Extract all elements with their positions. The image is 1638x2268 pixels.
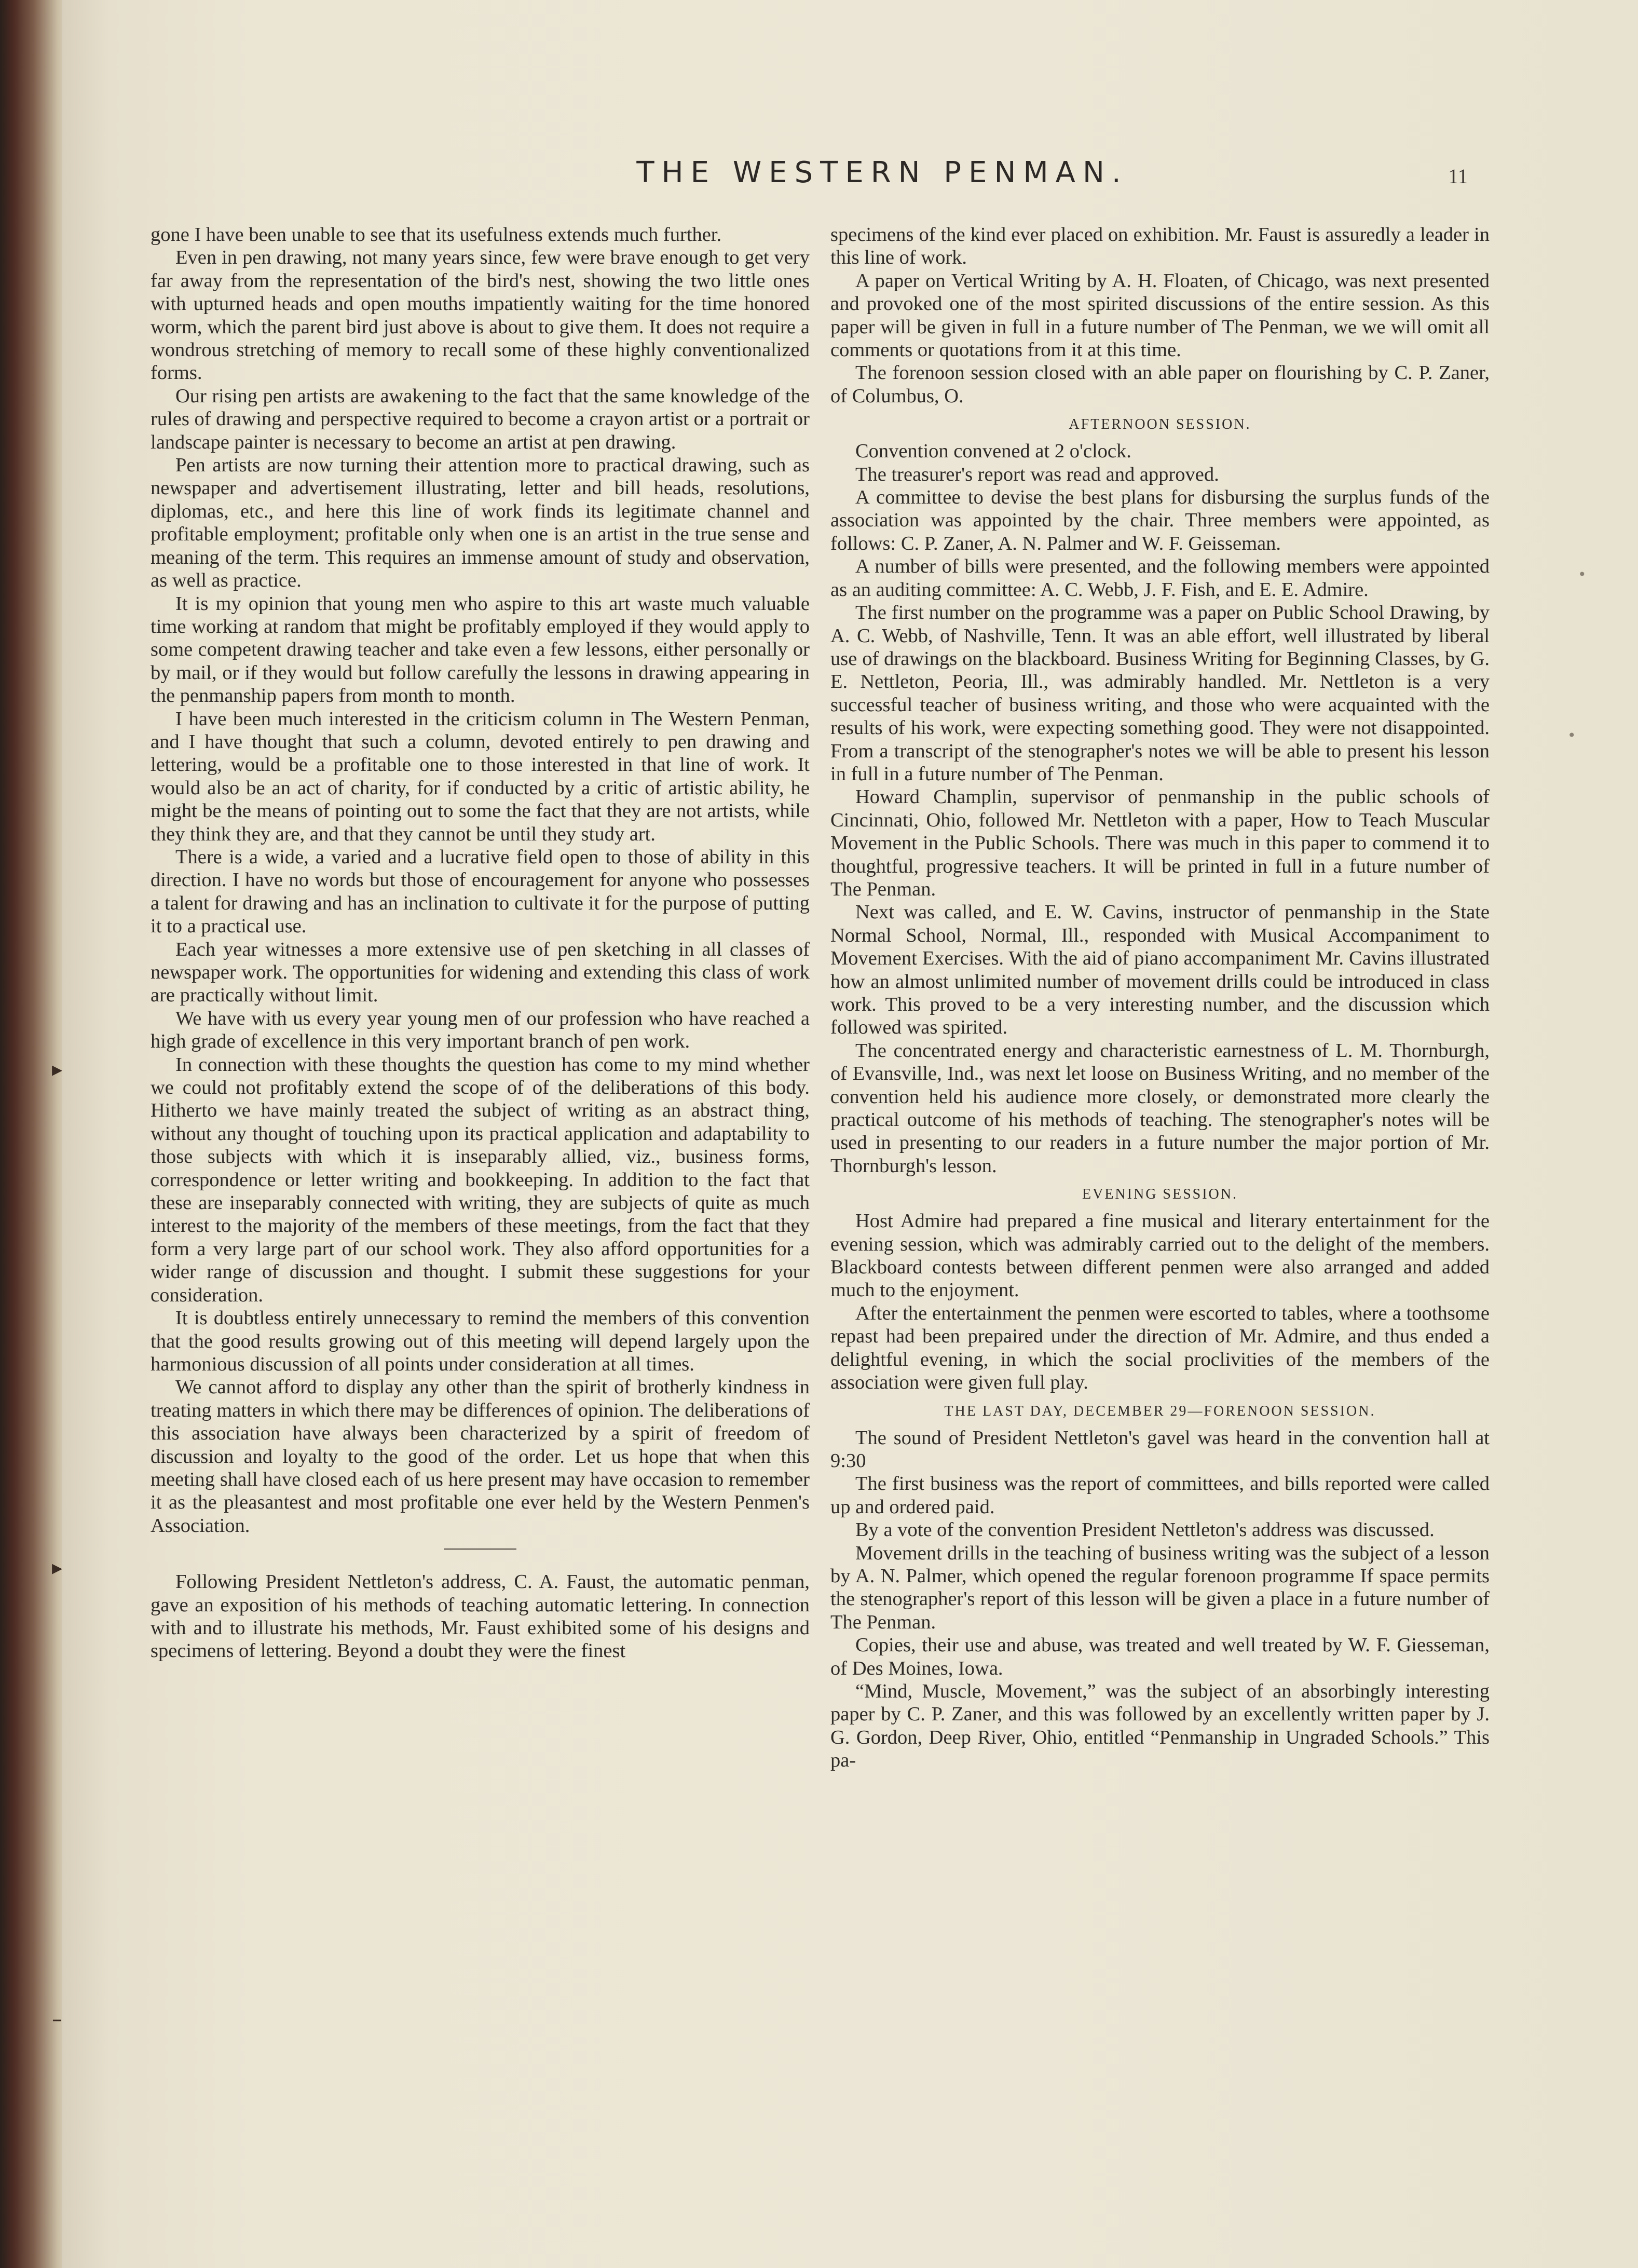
- paragraph: After the entertainment the penmen were escorted to tables, where a toothsome repast had been prepaired under the direction of Mr. Admire, and thus ended a delightful evening, in which the social proclivities of the members of the association were given full play.: [830, 1302, 1490, 1394]
- paragraph: specimens of the kind ever placed on exhibition. Mr. Faust is assuredly a leader in this line of work.: [830, 224, 1490, 269]
- left-column: [151, 223, 810, 2102]
- paragraph: The first number on the programme was a paper on Public School Drawing, by A. C. Webb, of Nashville, Tenn. It was an able effort, well illustrated by liberal use of drawings on the blackboard. Business Writing for Beginning Classes, by G. E. Nettleton, Peoria, Ill., was admirably handled. Mr. Nettleton is a very successful teacher of business writing, and those who were acquainted with the results of his work, were expecting something good. They were not disappointed. From a transcript of the stenographer's notes we will be able to present his lesson in full in a future number of The Penman.: [830, 602, 1490, 785]
- paragraph: Howard Champlin, supervisor of penmanship in the public schools of Cincinnati, Ohio, followed Mr. Nettleton with a paper, How to Teach Muscular Movement in the Public Schools. There was much in this paper to commend it to thoughtful, progressive teachers. It will be printed in full in a future number of The Penman.: [830, 786, 1490, 900]
- paragraph: We have with us every year young men of our profession who have reached a high grade of excellence in this very important branch of pen work.: [151, 1007, 810, 1053]
- paragraph: Convention convened at 2 o'clock.: [855, 440, 1131, 463]
- paragraph: The concentrated energy and characteristic earnestness of L. M. Thornburgh, of Evansville, Ind., was next let loose on Business Writing, and no member of the convention held his audience more closely, or demonstrated more clearly the practical outcome of his methods of teaching. The stenographer's notes will be used in presenting to our readers in a future number the major portion of Mr. Thornburgh's lesson.: [830, 1039, 1490, 1177]
- paragraph: Host Admire had prepared a fine musical and literary entertainment for the evening session, which was admirably carried out to the delight of the members. Blackboard contests between different penmen were also arranged and added much to the enjoyment.: [830, 1210, 1490, 1301]
- spine-tab-mark: –: [52, 2007, 62, 2031]
- margin-speck: •: [1578, 566, 1587, 583]
- paragraph: Following President Nettleton's address, C. A. Faust, the automatic penman, gave an exposition of his methods of teaching automatic lettering. In connection with and to illustrate his methods, Mr. Faust exhibited some of his designs and specimens of lettering. Beyond a doubt they were the finest: [151, 1571, 810, 1662]
- spine-tab-mark: ▸: [52, 1556, 63, 1580]
- section-heading-evening: EVENING SESSION.: [1082, 1186, 1238, 1203]
- paragraph: The sound of President Nettleton's gavel was heard in the convention hall at 9:30: [830, 1427, 1490, 1472]
- section-divider: [444, 1549, 516, 1550]
- paragraph: The forenoon session closed with an able paper on flourishing by C. P. Zaner, of Columbus, O.: [830, 362, 1490, 407]
- paragraph: Each year witnesses a more extensive use of pen sketching in all classes of newspaper work. The opportunities for widening and extending this class of work are practically without limit.: [151, 938, 810, 1007]
- paragraph: A paper on Vertical Writing by A. H. Floaten, of Chicago, was next presented and provoked one of the most spirited discussions of the entire session. As this paper will be given in full in a future number of The Penman, we we will omit all comments or quotations from it at this time.: [830, 269, 1490, 361]
- paragraph: It is doubtless entirely unnecessary to remind the members of this convention that the good results growing out of this meeting will depend largely upon the harmonious discussion of all points under consideration at all times.: [151, 1307, 810, 1375]
- paragraph: Movement drills in the teaching of business writing was the subject of a lesson by A. N. Palmer, which opened the regular forenoon programme If space permits the stenographer's report of this lesson will be given a place in a future number of The Penman.: [830, 1542, 1490, 1633]
- paragraph: By a vote of the convention President Nettleton's address was discussed.: [855, 1519, 1435, 1541]
- paragraph: Our rising pen artists are awakening to the fact that the same knowledge of the rules of drawing and perspective required to become a crayon artist or a portrait or landscape painter is necessary to become an artist at pen drawing.: [151, 385, 810, 453]
- paragraph: I have been much interested in the criticism column in The Western Penman, and I have thought that such a column, devoted entirely to pen drawing and lettering, would be a profitable one to those interested in that line of work. It would also be an act of charity, for if conducted by a critic of artistic ability, he might be the means of pointing out to some the fact that they are not artists, while they think they are, and that they cannot be until they study art.: [151, 708, 810, 845]
- paragraph: It is my opinion that young men who aspire to this art waste much valuable time working at random that might be profitably employed if they would apply to some competent drawing teacher and take even a few lessons, either personally or by mail, or if they would but follow carefully the lessons in drawing appearing in the penmanship papers from month to month.: [151, 592, 810, 707]
- spine-tab-mark: ▸: [52, 1057, 63, 1081]
- paragraph: Copies, their use and abuse, was treated and well treated by W. F. Giesseman, of Des Moines, Iowa.: [830, 1634, 1490, 1679]
- paragraph: Even in pen drawing, not many years since, few were brave enough to get very far away from the representation of the bird's nest, showing the two little ones with upturned heads and open mouths impatiently waiting for the time honored worm, which the parent bird just above is about to give them. It does not require a wondrous stretching of memory to recall some of these highly conventionalized forms.: [151, 247, 810, 384]
- paragraph: gone I have been unable to see that its usefulness extends much further.: [151, 224, 722, 246]
- running-header: THE WESTERN PENMAN.: [636, 156, 1128, 189]
- paragraph: A number of bills were presented, and the following members were appointed as an auditing committee: A. C. Webb, J. F. Fish, and E. E. Admire.: [830, 555, 1490, 601]
- margin-speck: •: [1567, 727, 1576, 744]
- section-heading-afternoon: AFTERNOON SESSION.: [1069, 416, 1251, 433]
- right-column: [830, 223, 1490, 2102]
- book-spine: [0, 0, 73, 2268]
- paragraph: “Mind, Muscle, Movement,” was the subject of an absorbingly interesting paper by C. P. Zaner, and this was followed by an excellently written paper by J. G. Gordon, Deep River, Ohio, entitled “Penmanship in Ungraded Schools.” This pa-: [830, 1680, 1490, 1772]
- paragraph: Pen artists are now turning their attention more to practical drawing, such as newspaper and advertisement illustrating, letter and bill heads, resolutions, diplomas, etc., and here this line of work finds its legitimate channel and profitable employment; profitable only when one is an artist in the true sense and meaning of the term. This requires an immense amount of study and observation, as well as practice.: [151, 454, 810, 592]
- page-number: 11: [1448, 165, 1468, 188]
- paragraph: In connection with these thoughts the question has come to my mind whether we could not profitably extend the scope of of the deliberations of this body. Hitherto we have mainly treated the subject of writing as an abstract thing, without any thought of touching upon its practical application and adaptability to those subjects with which it is inseparably allied, viz., business forms, correspondence or letter writing and bookkeeping. In addition to the fact that these are inseparably connected with writing, they are subjects of quite as much interest to the majority of the members of these meetings, from the fact that they form a very large part of our school work. They also afford opportunities for a wider range of discussion and thought. I submit these suggestions for your consideration.: [151, 1053, 810, 1306]
- paragraph: We cannot afford to display any other than the spirit of brotherly kindness in treating matters in which there may be differences of opinion. The deliberations of this association have always been characterized by a spirit of freedom of discussion and loyalty to the good of the order. Let us hope that when this meeting shall have closed each of us here present may have occasion to remember it as the pleasantest and most profitable one ever held by the Western Penmen's Association.: [151, 1376, 810, 1537]
- paragraph: The treasurer's report was read and approved.: [855, 463, 1219, 485]
- paragraph: The first business was the report of committees, and bills reported were called up and ordered paid.: [830, 1473, 1490, 1518]
- section-heading-last-day: THE LAST DAY, DECEMBER 29—FORENOON SESSION.: [944, 1403, 1376, 1419]
- magazine-page: [62, 0, 1638, 2268]
- paragraph: A committee to devise the best plans for disbursing the surplus funds of the association was appointed by the chair. Three members were appointed, as follows: C. P. Zaner, A. N. Palmer and W. F. Geisseman.: [830, 486, 1490, 554]
- paragraph: There is a wide, a varied and a lucrative field open to those of ability in this direction. I have no words but those of encouragement for anyone who possesses a talent for drawing and has an inclination to cultivate it for the purpose of putting it to a practical use.: [151, 846, 810, 938]
- paragraph: Next was called, and E. W. Cavins, instructor of penmanship in the State Normal School, Normal, Ill., responded with Musical Accompaniment to Movement Exercises. With the aid of piano accompaniment Mr. Cavins illustrated how an almost unlimited number of movement drills could be introduced in class work. This proved to be a very interesting number, and the discussion which followed was spirited.: [830, 901, 1490, 1039]
